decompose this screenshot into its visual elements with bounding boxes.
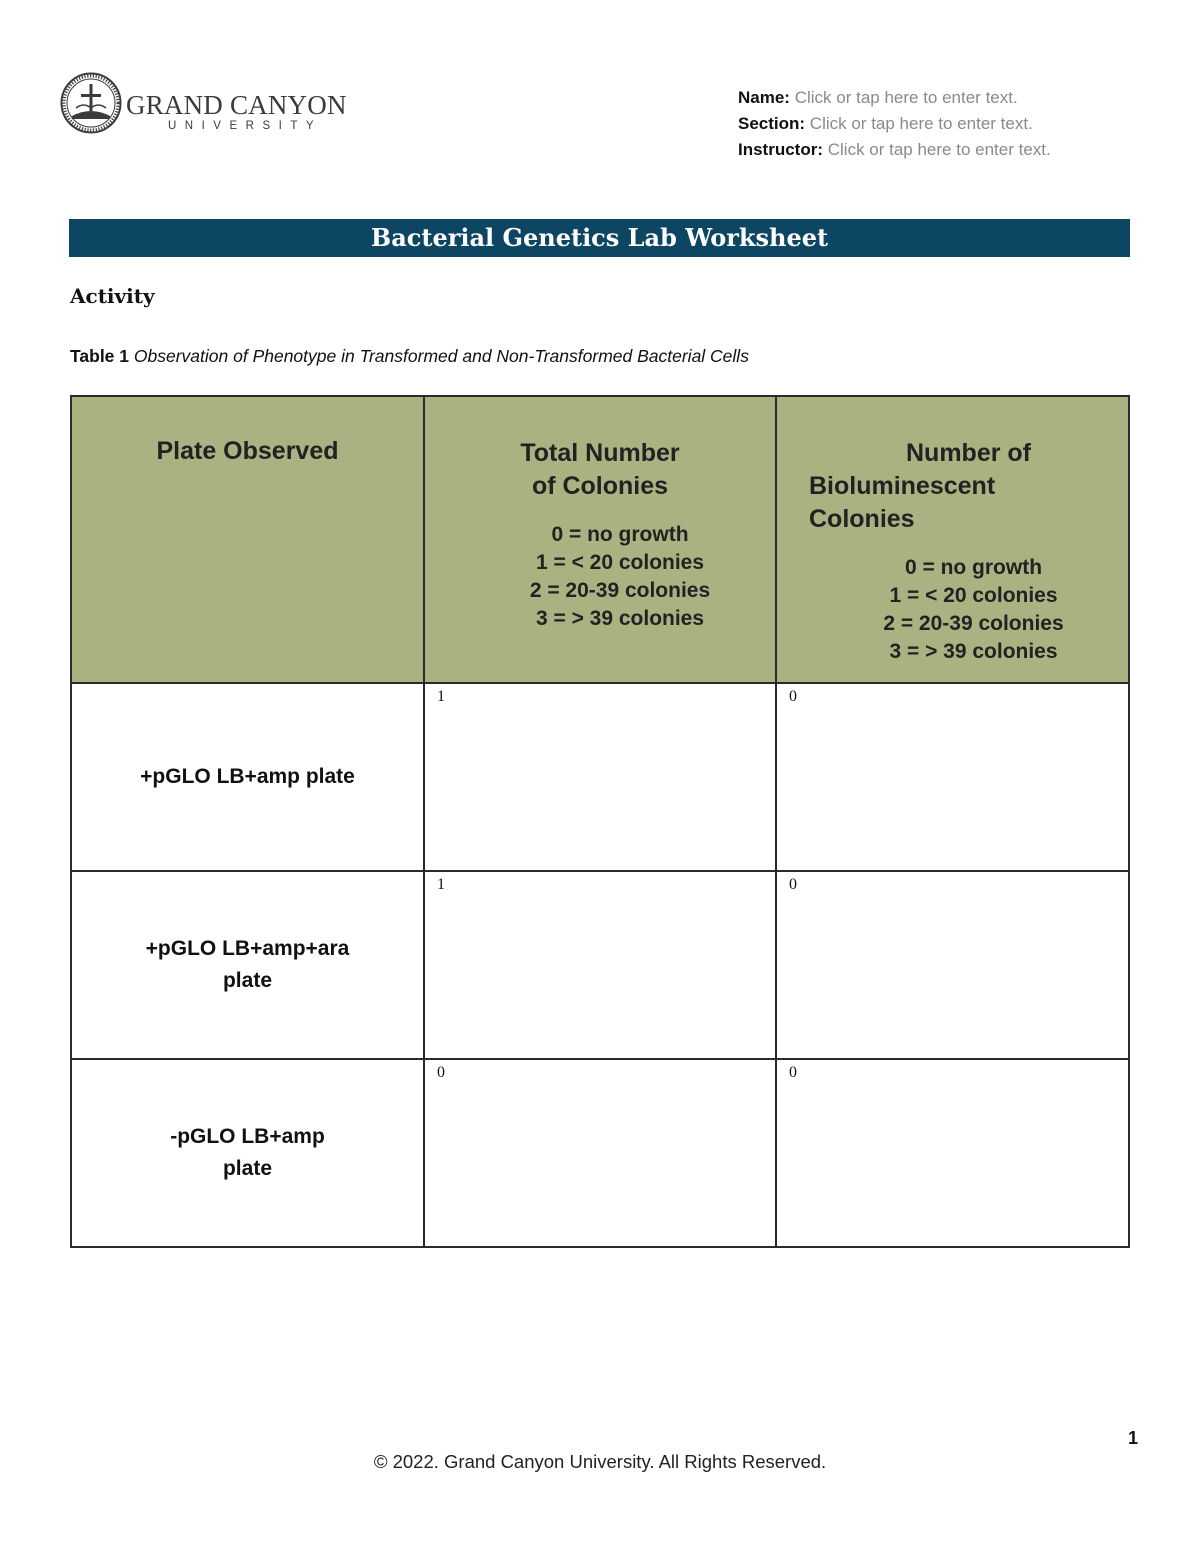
bioluminescent-colonies-cell[interactable]: 0 (776, 683, 1129, 871)
plate-name: -pGLO LB+amp (170, 1125, 325, 1148)
table-row (71, 1059, 1129, 1247)
university-seal-icon (60, 72, 122, 134)
plate-name-line2: plate (222, 1157, 272, 1180)
plate-cell (71, 683, 424, 871)
table-header-row (71, 396, 1129, 683)
header-total-colonies (424, 396, 776, 683)
scale-item: 1 = < 20 colonies (535, 551, 705, 574)
biolum-scale-legend (777, 554, 1128, 666)
header-plate-observed (71, 396, 424, 683)
header-biolum-line2: Bioluminescent (809, 472, 996, 500)
table-row (71, 683, 1129, 871)
instructor-field[interactable]: Click or tap here to enter text. (827, 140, 1051, 159)
section-row (738, 111, 1051, 137)
scale-item: 2 = 20-39 colonies (883, 612, 1064, 635)
instructor-row (738, 137, 1051, 163)
table-row (71, 871, 1129, 1059)
worksheet-title: Bacterial Genetics Lab Worksheet (69, 219, 1130, 257)
header-plate-label: Plate Observed (156, 437, 339, 465)
plate-name: +pGLO LB+amp plate (140, 765, 355, 788)
plate-name-line2: plate (222, 969, 272, 992)
table-caption-label: Table 1 (70, 346, 130, 366)
header-bioluminescent-colonies (776, 396, 1129, 683)
name-field[interactable]: Click or tap here to enter text. (794, 88, 1018, 107)
header-total-line2: of Colonies (531, 472, 669, 500)
total-colonies-cell[interactable]: 1 (424, 683, 776, 871)
scale-item: 1 = < 20 colonies (889, 584, 1058, 607)
plate-name: +pGLO LB+amp+ara (145, 937, 350, 960)
plate-cell (71, 871, 424, 1059)
scale-item: 2 = 20-39 colonies (529, 579, 711, 602)
logo-name: GRAND CANYON (126, 90, 347, 120)
total-colonies-cell[interactable]: 1 (424, 871, 776, 1059)
name-row (738, 85, 1051, 111)
plate-cell (71, 1059, 424, 1247)
name-label: Name: (738, 88, 790, 107)
table-caption-text: Observation of Phenotype in Transformed and Non-Transformed Bacterial Cells (133, 346, 749, 366)
bioluminescent-colonies-cell[interactable]: 0 (776, 871, 1129, 1059)
bioluminescent-colonies-cell[interactable]: 0 (776, 1059, 1129, 1247)
table-caption (70, 346, 749, 367)
observation-table (70, 395, 1130, 1248)
scale-item: 3 = > 39 colonies (889, 640, 1058, 663)
section-heading: Activity (70, 284, 155, 308)
page-number: 1 (1128, 1428, 1139, 1448)
scale-item: 3 = > 39 colonies (535, 607, 705, 630)
student-info-block (738, 85, 1051, 163)
total-colonies-cell[interactable]: 0 (424, 1059, 776, 1247)
header-total-line1: Total Number (520, 439, 680, 467)
copyright-footer: © 2022. Grand Canyon University. All Rights Reserved. (373, 1451, 827, 1472)
header-biolum-line1: Number of (906, 439, 1031, 467)
section-field[interactable]: Click or tap here to enter text. (809, 114, 1033, 133)
section-label: Section: (738, 114, 806, 133)
scale-item: 0 = no growth (904, 556, 1043, 579)
instructor-label: Instructor: (738, 140, 823, 159)
university-logo (60, 72, 350, 136)
total-scale-legend (425, 521, 775, 633)
logo-subtitle: UNIVERSITY (168, 120, 323, 132)
header-biolum-line3: Colonies (809, 505, 915, 533)
scale-item: 0 = no growth (551, 523, 689, 546)
